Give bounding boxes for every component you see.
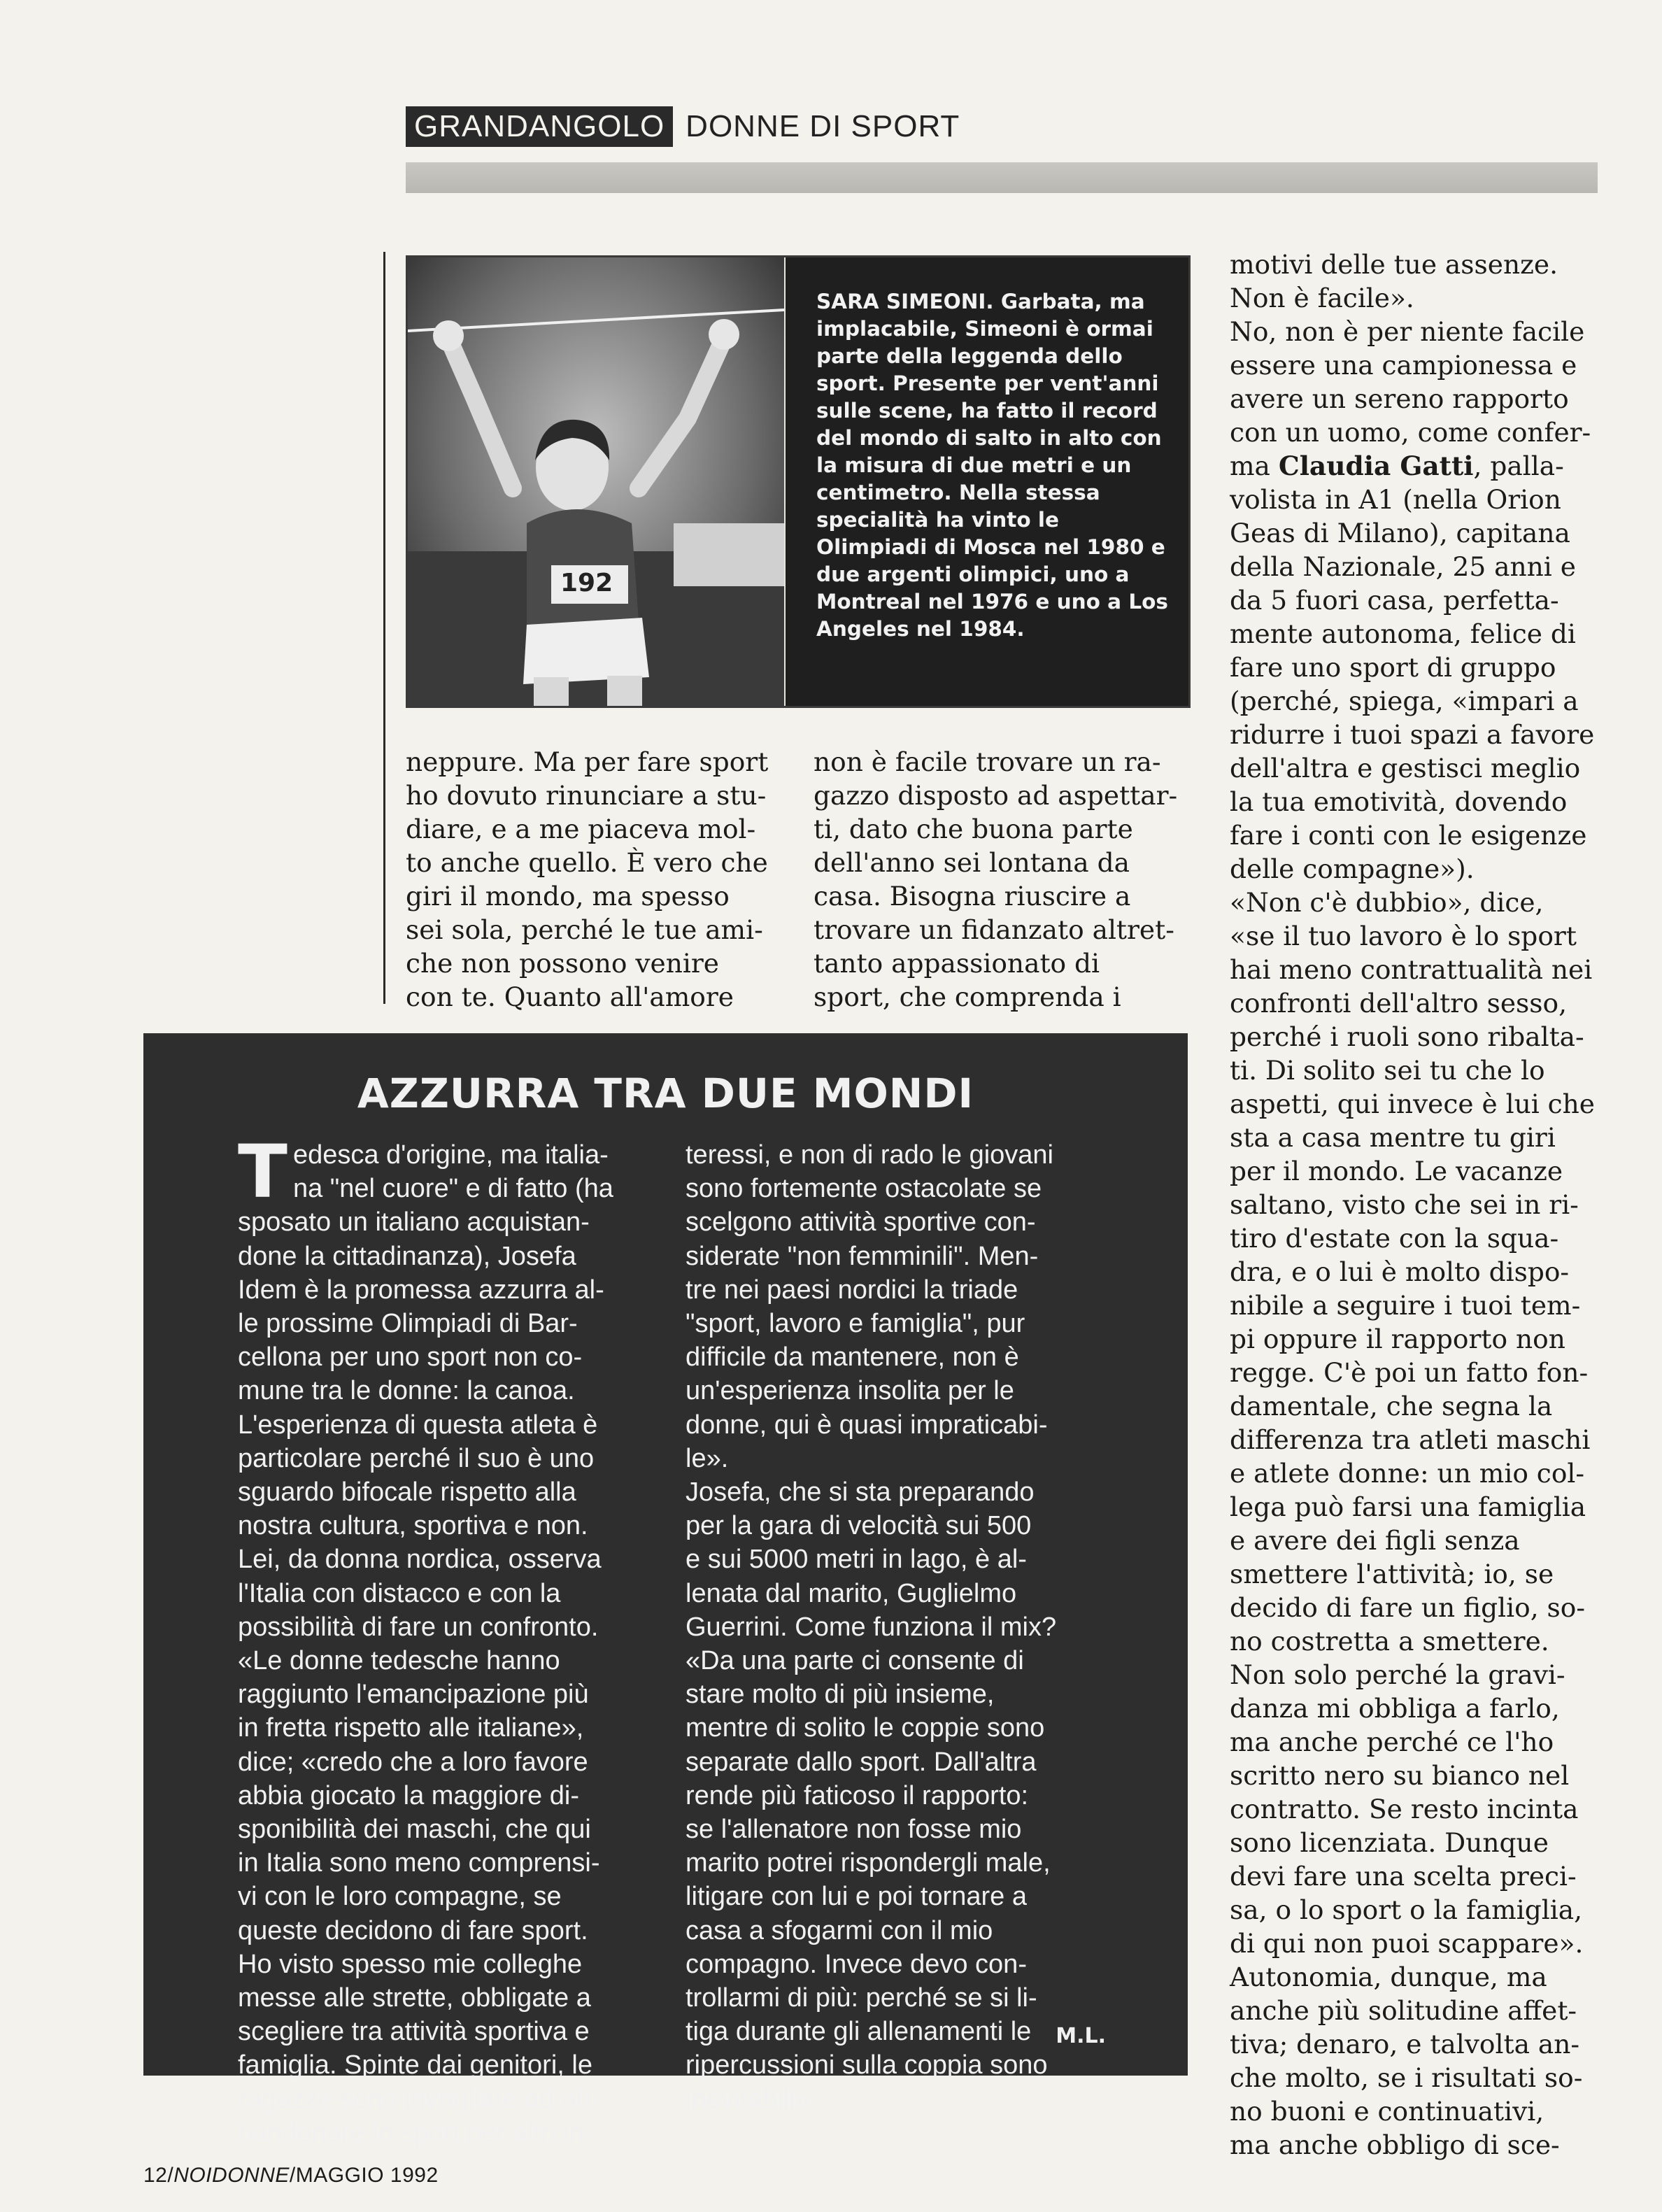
box-column-1-text: edesca d'origine, ma italia- na "nel cuore" e di fatto (ha sposato un italiano acquistan- done la cittadinanza), Josefa Idem è la promessa azzurra al- le prossime Olimpiadi di Bar- cellona per uno sport non co- mune tra le donne: la canoa. L'esperienza di questa atleta è particolare perché il suo è uno sguardo bifocale rispetto alla nostra cultura, sportiva e non. Lei, da donna nordica, osserva l'Italia con distacco e con la possibilità di fare un confronto. «Le donne tedesche hanno raggiunto l'emancipazione più in fretta rispetto alle italiane», dice; «credo che a loro favore abbia giocato la maggiore di- sponibilità dei maschi, che qui in Italia sono meno comprensi- vi con le loro compagne, se queste decidono di fare sport. Ho visto spesso mie colleghe messe alle strette, obbligate a scegliere tra attività sportiva e famiglia. Spinte dai genitori, le ragazze sono invogliate ad ab- bandonare lo sport per altri in- xyxy=(238,1140,613,2148)
magazine-name: NOIDONNE xyxy=(173,2164,290,2187)
box-signature: M.L. xyxy=(1056,2024,1106,2048)
header-rule xyxy=(406,162,1598,193)
article-right-part1: motivi delle tue assenze. Non è facile». No, non è per niente facile essere una campionessa e avere un sereno rapporto con un uomo, come confer- ma xyxy=(1230,249,1591,481)
athlete-photo xyxy=(408,257,784,706)
photo-caption xyxy=(786,257,1188,706)
section-header xyxy=(406,109,960,144)
box-title: AZZURRA TRA DUE MONDI xyxy=(357,1070,974,1117)
athlete-photo-image xyxy=(408,257,784,706)
article-column-right xyxy=(1230,248,1604,2162)
caption-text: Garbata, ma implacabile, Simeoni è ormai parte della leggenda dello sport. Presente per vent'anni sulle scene, ha fatto il record del mondo di salto in alto con la misura di due metri e un centimetro. Nella stessa specialità ha vinto le Olimpiadi di Mosca nel 1980 e due argenti olimpici, uno a Montreal nel 1976 e uno a Los Angeles nel 1984. xyxy=(816,290,1168,641)
page-footer xyxy=(143,2164,439,2188)
section-title: DONNE DI SPORT xyxy=(686,109,960,143)
column-rule xyxy=(383,252,385,1004)
bib-number: 192 xyxy=(560,569,613,597)
caption-lead: SARA SIMEONI. xyxy=(816,290,994,313)
article-right-part2: , palla- volista in A1 (nella Orion Geas di Milano), capitana della Nazionale, 25 anni e da 5 fuori casa, perfetta- mente autonoma, felice di fare uno sport di gruppo (perché, spiega, «impari a ridurre i tuoi spazi a favore dell'altra e gestisci meglio la tua emotività, dovendo fare i conti con le esigenze delle compagne»). «Non c'è dubbio», dice, «se il tuo lavoro è lo sport hai meno contrattualità nei confronti dell'altro sesso, perché i ruoli sono ribalta- ti. Di solito sei tu che lo aspetti, qui invece è lui che sta a casa mentre tu giri per il mondo. Le vacanze saltano, visto che sei in ri- tiro d'estate con la squa- dra, e o lui è molto dispo- nibile a seguire i tuoi tem- pi oppure il rapporto non regge. C'è poi un fatto fon- damentale, che segna la differenza tra atleti maschi e atlete donne: un mio col- lega può farsi una famiglia e avere dei figli senza smettere l'attività; io, se decido di fare un figlio, so- no costretta a smettere. Non solo perché la gravi- danza mi obbliga a farlo, ma anche perché ce l'ho scritto nero su bianco nel contratto. Se resto incinta sono licenziata. Dunque devi fare una scelta preci- sa, o lo sport o la famiglia, di qui non puoi scappare». Autonomia, dunque, ma anche più solitudine affet- tiva; denaro, e talvolta an- che molto, se i risultati so- no buoni e continuativi, ma anche obbligo di sce- xyxy=(1230,451,1595,2160)
sidebar-box xyxy=(143,1033,1188,2148)
box-column-1 xyxy=(238,1129,672,2150)
box-column-2: teressi, e non di rado le giovani sono fortemente ostacolate se scelgono attività sportive con- siderate "non femminili". Men- tre nei paesi nordici la triade "sport, lavoro e famiglia", pur difficile da mantenere, non è un'esperienza insolita per le donne, qui è quasi impraticabi- le». Josefa, che si sta preparando per la gara di velocità sui 500 e sui 5000 metri in lago, è al- lenata dal marito, Guglielmo Guerrini. Come funziona il mix? «Da una parte ci consente di stare molto di più insieme, mentre di solito le coppie sono separate dallo sport. Dall'altra rende più faticoso il rapporto: se l'allenatore non fosse mio marito potrei rispondergli male, litigare con lui e poi tornare a casa a sfogarmi con il mio compagno. Invece devo con- trollarmi di più: perché se si li- tiga durante gli allenamenti le ripercussioni sulla coppia sono inevitabili». xyxy=(686,1140,1057,2114)
page-number: 12/ xyxy=(143,2164,174,2187)
article-column-b: non è facile trovare un ra- gazzo disposto ad aspettar- ti, dato che buona parte dell'anno sei lontana da casa. Bisogna riuscire a trovare un fidanzato altret- tanto appassionato di sport, che comprenda i xyxy=(814,746,1178,1012)
article-highlight-name: Claudia Gatti xyxy=(1278,451,1474,481)
issue-date: /MAGGIO 1992 xyxy=(289,2164,439,2187)
photo-with-caption xyxy=(406,255,1191,708)
section-label: GRANDANGOLO xyxy=(406,106,673,147)
article-column-a: neppure. Ma per fare sport ho dovuto rinunciare a stu- diare, e a me piaceva mol- to anche quello. È vero che giri il mondo, ma spesso sei sola, perché le tue ami- che non possono venire con te. Quanto all'amore xyxy=(406,746,769,1012)
drop-cap: T xyxy=(238,1129,287,1214)
